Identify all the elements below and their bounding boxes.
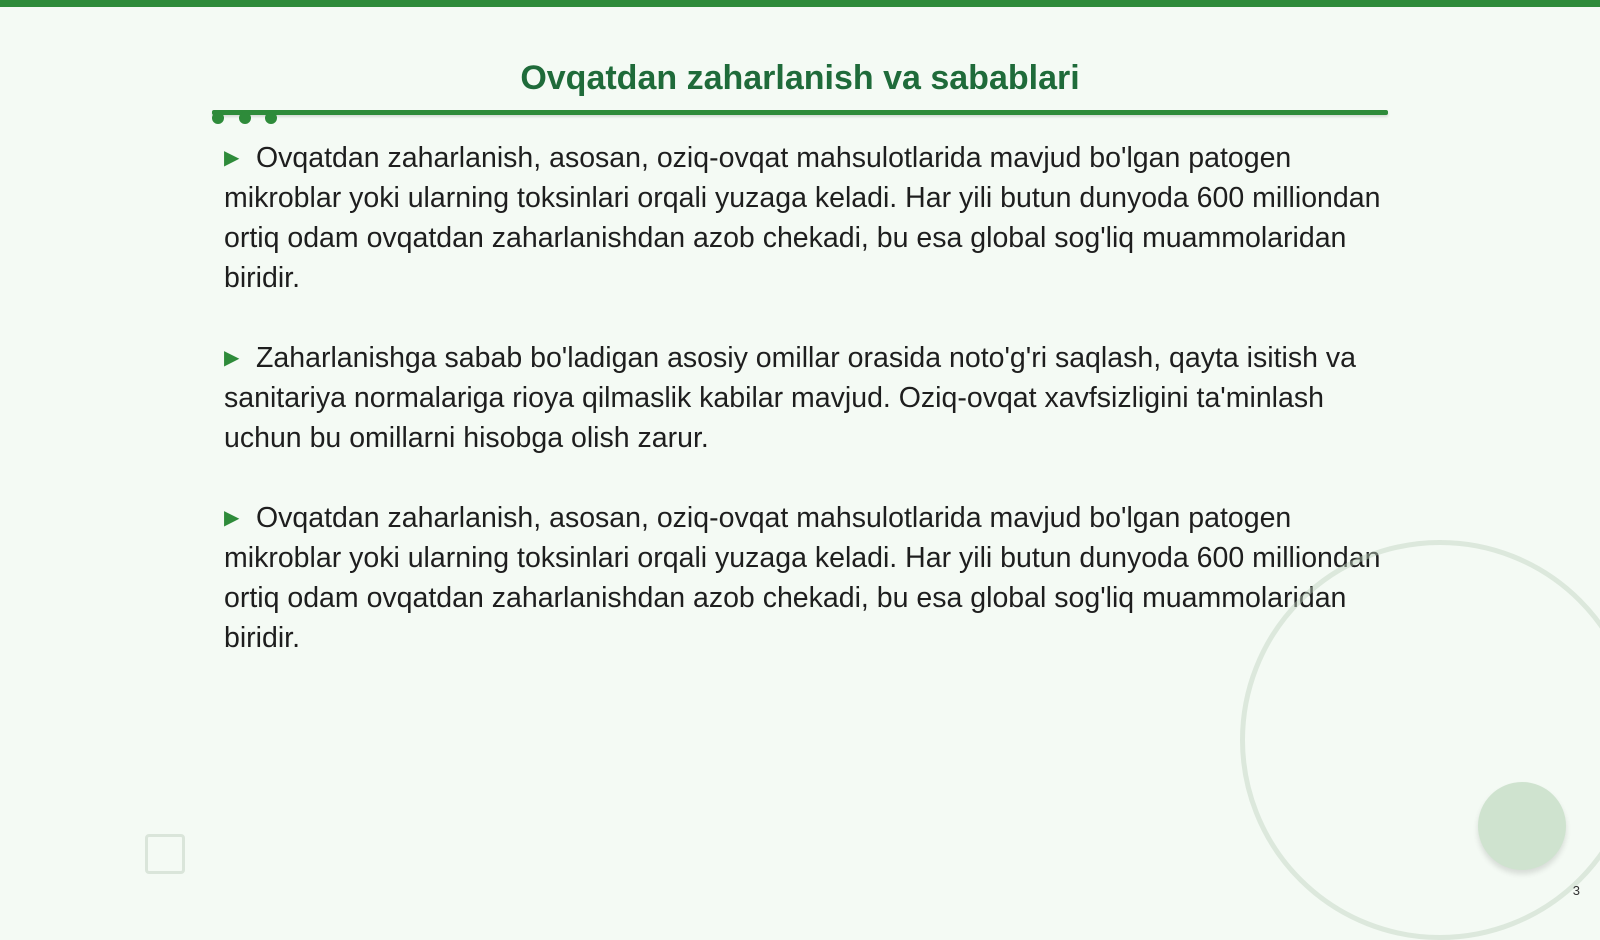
bullet-arrow-icon: ▶ bbox=[224, 347, 240, 369]
bullet-paragraph bbox=[224, 338, 1384, 458]
bullet-paragraph bbox=[224, 498, 1384, 658]
slide-body bbox=[224, 138, 1384, 698]
bullet-text: Zaharlanishga sabab bo'ladigan asosiy omillar orasida noto'g'ri saqlash, qayta isitish va sanitariya normalariga rioya qilmaslik kabilar mavjud. Oziq-ovqat xavfsizligini ta'minlash uchun bu omillarni hisobga olish zarur. bbox=[224, 342, 1356, 454]
decorative-square bbox=[145, 834, 185, 874]
bullet-paragraph bbox=[224, 138, 1384, 298]
slide-title: Ovqatdan zaharlanish va sabablari bbox=[520, 59, 1080, 97]
page-number: 3 bbox=[1572, 883, 1580, 898]
decorative-circle bbox=[1478, 782, 1566, 870]
bullet-text: Ovqatdan zaharlanish, asosan, oziq-ovqat mahsulotlarida mavjud bo'lgan patogen mikroblar yoki ularning toksinlari orqali yuzaga keladi. Har yili butun dunyoda 600 milliondan ortiq odam ovqatdan zaharlanishdan azob chekadi, bu esa global sog'liq muammolaridan biridir. bbox=[224, 142, 1381, 294]
bullet-arrow-icon: ▶ bbox=[224, 507, 240, 529]
decorative-dot bbox=[239, 112, 251, 124]
title-underline bbox=[212, 110, 1388, 115]
top-accent-bar bbox=[0, 0, 1600, 7]
bullet-text: Ovqatdan zaharlanish, asosan, oziq-ovqat mahsulotlarida mavjud bo'lgan patogen mikroblar yoki ularning toksinlari orqali yuzaga keladi. Har yili butun dunyoda 600 milliondan ortiq odam ovqatdan zaharlanishdan azob chekadi, bu esa global sog'liq muammolaridan biridir. bbox=[224, 502, 1381, 654]
bullet-arrow-icon: ▶ bbox=[224, 147, 240, 169]
decorative-dot bbox=[265, 112, 277, 124]
decorative-dot bbox=[212, 112, 224, 124]
